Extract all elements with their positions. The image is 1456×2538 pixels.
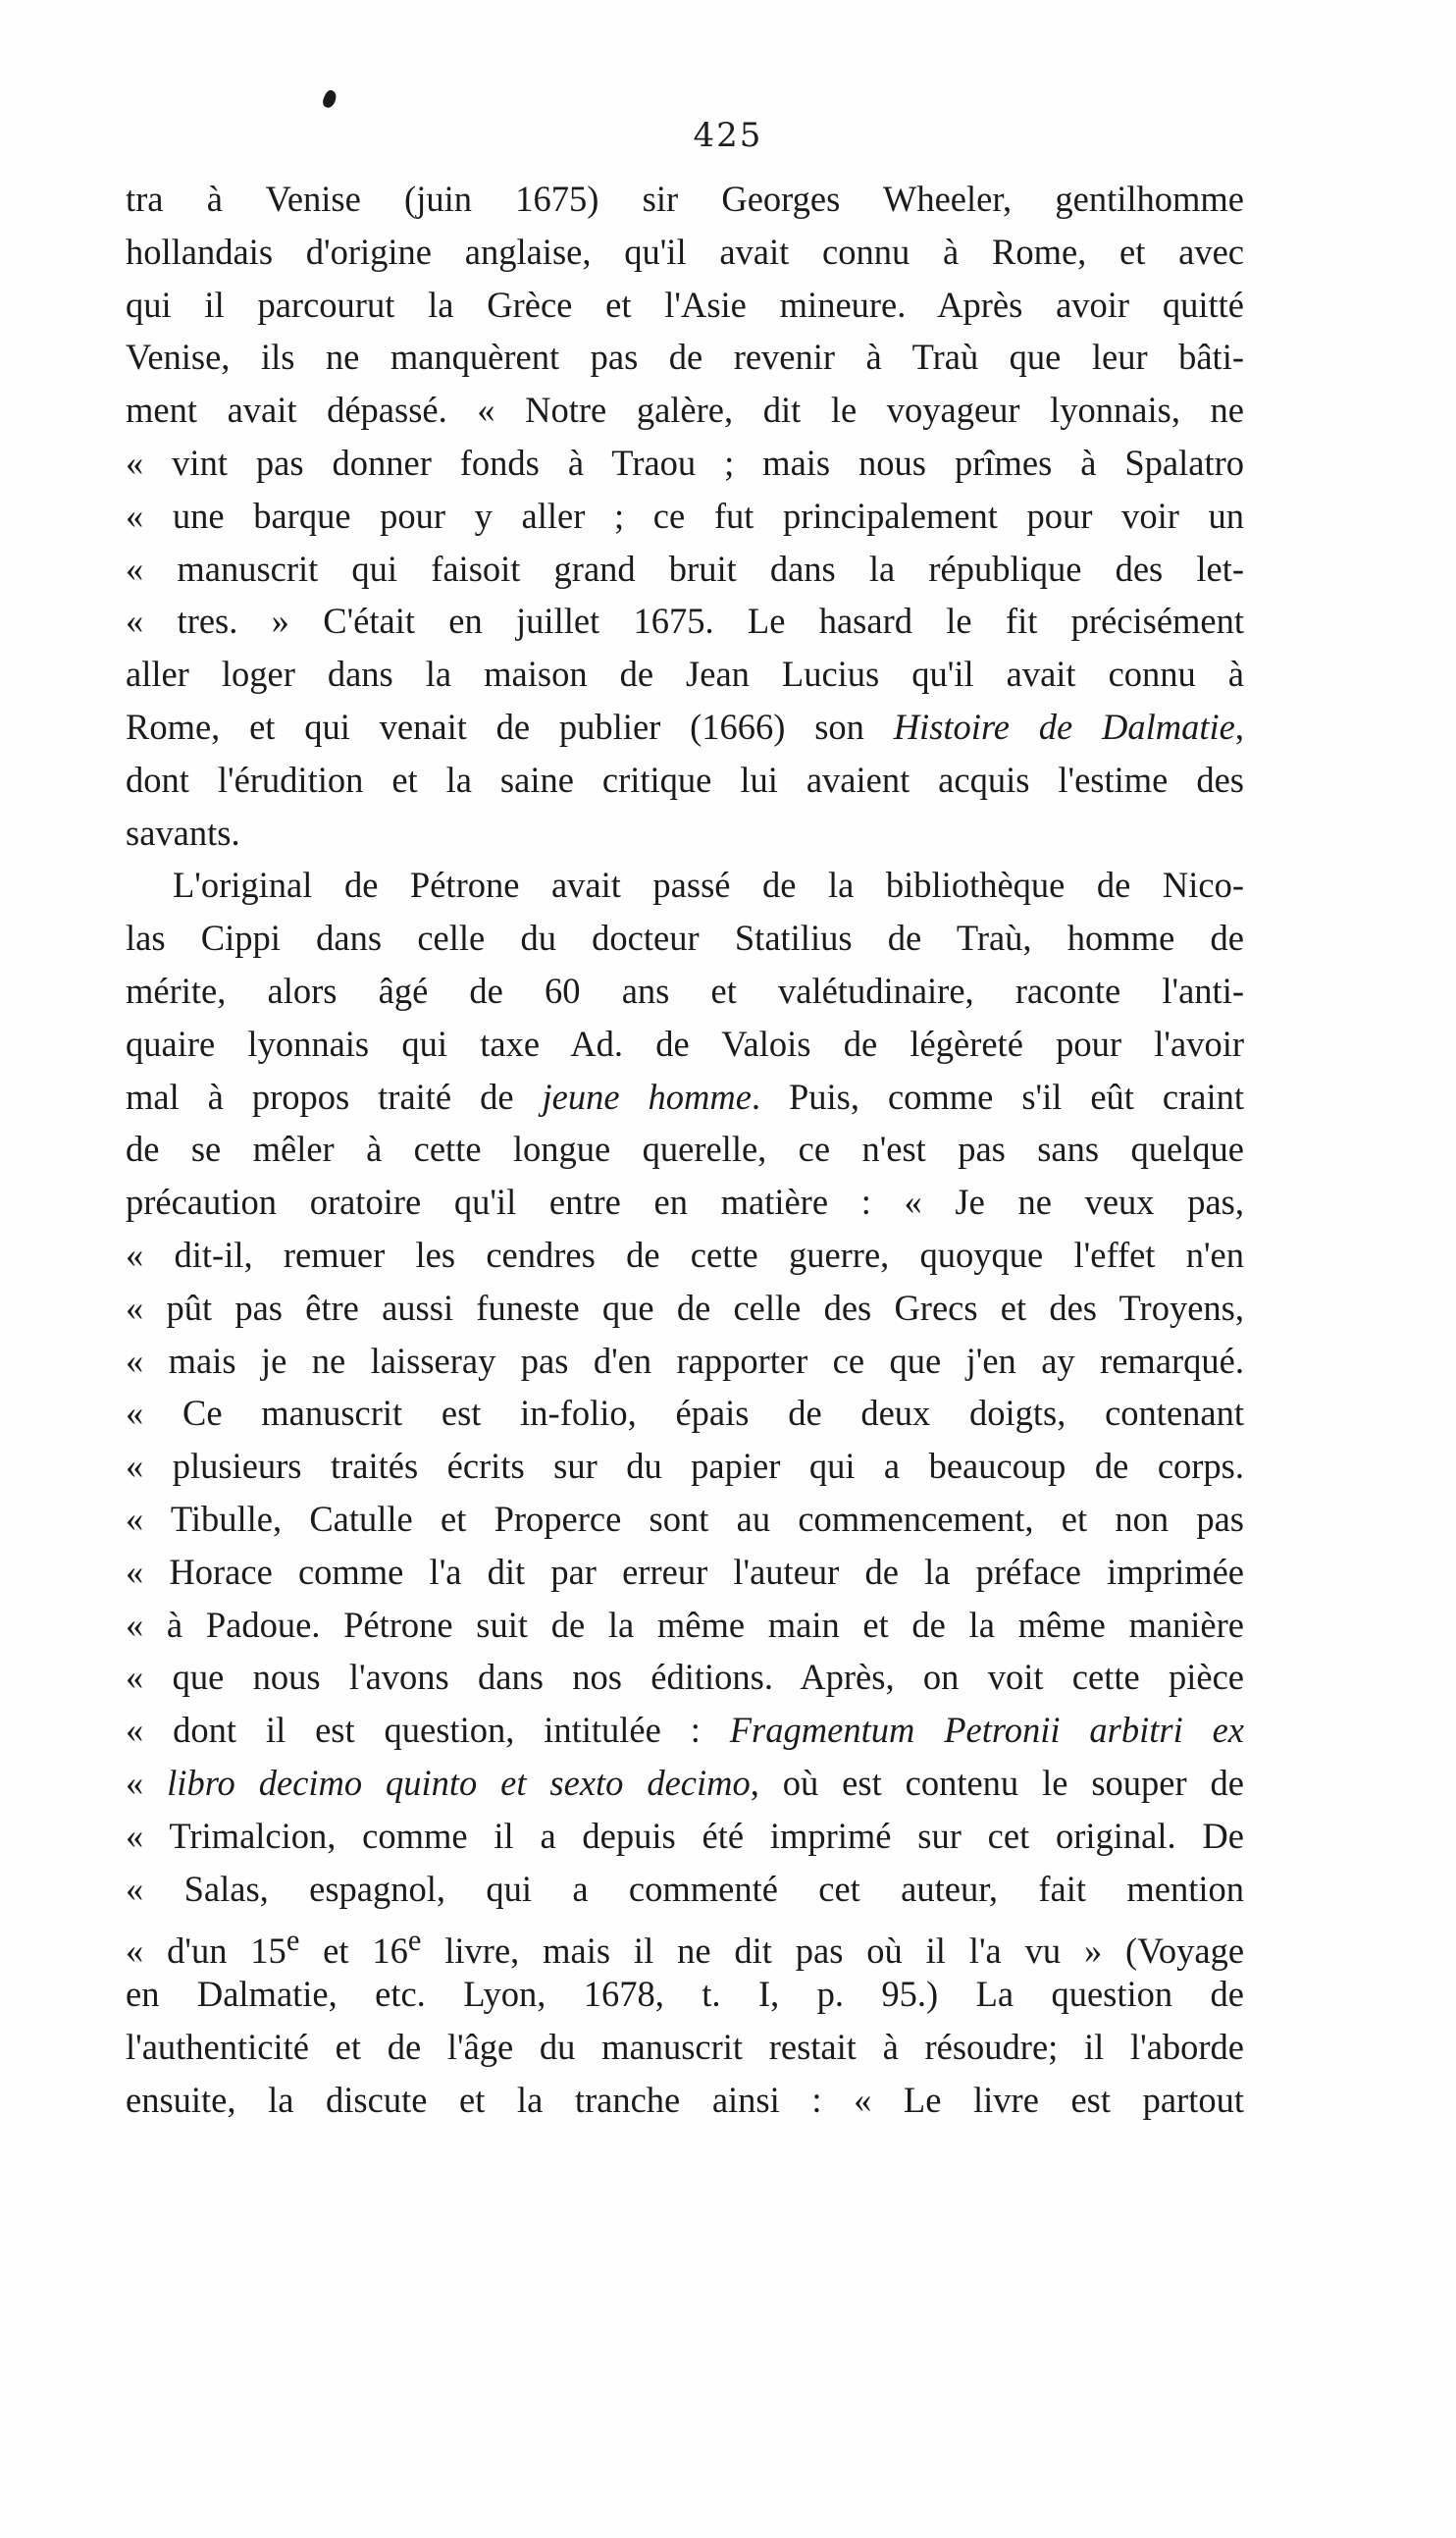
text-line: aller loger dans la maison de Jean Lucius qu'il avait connu à [126, 654, 1244, 695]
text-line: Rome, et qui venait de publier (1666) son Histoire de Dalmatie, [126, 706, 1244, 747]
text-line: « que nous l'avons dans nos éditions. Après, on voit cette pièce [126, 1657, 1244, 1698]
text-line: « une barque pour y aller ; ce fut principalement pour voir un [126, 495, 1244, 536]
italic-latin-title: libro decimo quinto et sexto decimo [167, 1762, 751, 1803]
text-line: « manuscrit qui faisoit grand bruit dans la république des let- [126, 548, 1244, 589]
superscript: e [286, 1924, 300, 1958]
text-line: « dont il est question, intitulée : Fragmentum Petronii arbitri ex [126, 1710, 1244, 1751]
text-line: mérite, alors âgé de 60 ans et valétudinaire, raconte l'anti- [126, 970, 1244, 1011]
text-line: « pût pas être aussi funeste que de celle des Grecs et des Troyens, [126, 1287, 1244, 1328]
text-line: quaire lyonnais qui taxe Ad. de Valois de légèreté pour l'avoir [126, 1023, 1244, 1064]
text-line: savants. [126, 812, 240, 853]
text-line: « plusieurs traités écrits sur du papier qui a beaucoup de corps. [126, 1446, 1244, 1487]
italic-phrase: jeune homme [542, 1076, 752, 1117]
text-line: « Trimalcion, comme il a depuis été imprimé sur cet original. De [126, 1815, 1244, 1856]
superscript: e [407, 1924, 422, 1958]
text-line: l'authenticité et de l'âge du manuscrit restait à résoudre; il l'aborde [126, 2026, 1244, 2067]
text-line: mal à propos traité de jeune homme. Puis, comme s'il eût craint [126, 1076, 1244, 1117]
text-line: « à Padoue. Pétrone suit de la même main et de la même manière [126, 1604, 1244, 1645]
text-line: dont l'érudition et la saine critique lui avaient acquis l'estime des [126, 759, 1244, 800]
ink-speck [321, 88, 338, 109]
text-line: « libro decimo quinto et sexto decimo, où est contenu le souper de [126, 1762, 1244, 1803]
text-line: « tres. » C'était en juillet 1675. Le hasard le fit précisément [126, 601, 1244, 642]
page-number: 425 [693, 116, 763, 155]
text-line: ment avait dépassé. « Notre galère, dit le voyageur lyonnais, ne [126, 390, 1244, 431]
text-line: « d'un 15e et 16e livre, mais il ne dit pas où il l'a vu » (Voyage [126, 1924, 1245, 1972]
text-line: de se mêler à cette longue querelle, ce n'est pas sans quelque [126, 1129, 1244, 1170]
italic-latin-title: Fragmentum Petronii arbitri ex [729, 1710, 1244, 1751]
text-line: précaution oratoire qu'il entre en matière : « Je ne veux pas, [126, 1182, 1244, 1223]
text-line: qui il parcourut la Grèce et l'Asie mineure. Après avoir quitté [126, 284, 1244, 325]
text-line: « mais je ne laisseray pas d'en rapporter ce que j'en ay remarqué. [126, 1340, 1244, 1381]
text-line: Venise, ils ne manquèrent pas de revenir à Traù que leur bâti- [126, 337, 1244, 378]
text-line: « Salas, espagnol, qui a commenté cet auteur, fait mention [126, 1868, 1244, 1909]
text-line: « Ce manuscrit est in-folio, épais de deux doigts, contenant [126, 1393, 1244, 1434]
text-line: las Cippi dans celle du docteur Statilius de Traù, homme de [126, 918, 1244, 959]
body-text [126, 173, 1244, 2126]
text-line: « dit-il, remuer les cendres de cette guerre, quoyque l'effet n'en [126, 1234, 1244, 1275]
text-line: ensuite, la discute et la tranche ainsi : « Le livre est partout [126, 2079, 1244, 2120]
text-line: tra à Venise (juin 1675) sir Georges Wheeler, gentilhomme [126, 179, 1244, 219]
text-line: « vint pas donner fonds à Traou ; mais nous prîmes à Spalatro [126, 442, 1244, 483]
text-line: hollandais d'origine anglaise, qu'il avait connu à Rome, et avec [126, 231, 1244, 272]
text-line: « Horace comme l'a dit par erreur l'auteur de la préface imprimée [126, 1551, 1244, 1592]
book-title: Histoire de Dalmatie [893, 706, 1235, 747]
text-line: en Dalmatie, etc. Lyon, 1678, t. I, p. 95.) La question de [126, 1974, 1244, 2015]
paragraph-start-line: L'original de Pétrone avait passé de la bibliothèque de Nico- [173, 865, 1244, 906]
text-line: « Tibulle, Catulle et Properce sont au commencement, et non pas [126, 1498, 1244, 1539]
